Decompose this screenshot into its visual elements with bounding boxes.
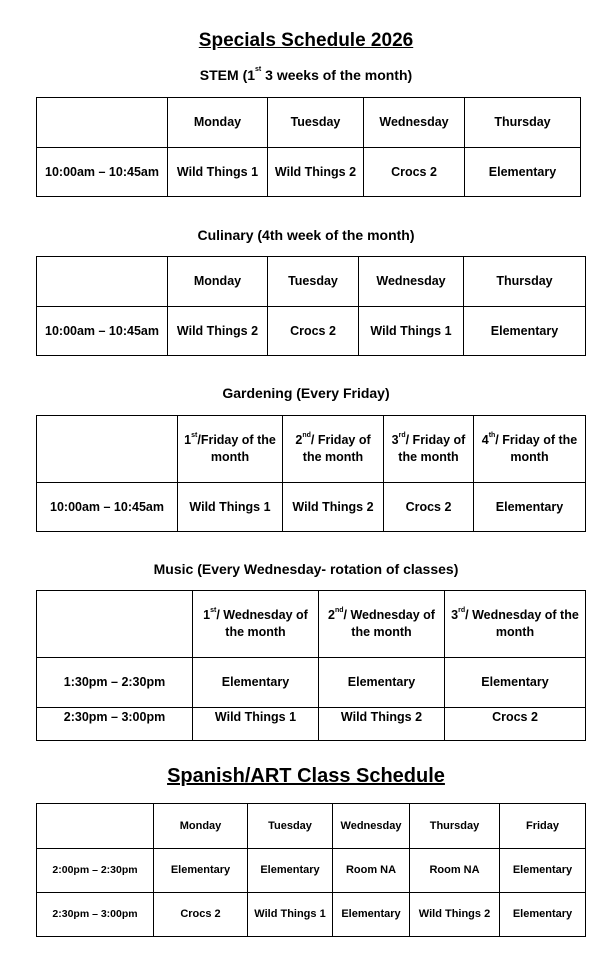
ordinal-suffix: st [191,432,198,440]
table-row [37,893,586,937]
table-cell: Wild Things 2 [319,708,445,741]
table-cell: Elementary [319,658,445,708]
table-row [37,708,586,741]
table-header-cell [384,416,474,483]
table-header-cell: Thursday [410,804,500,849]
ordinal-number: 3 [391,433,399,448]
ordinal-suffix: st [210,607,217,615]
column-label: / Wednesday of the month [216,608,308,639]
table-cell: Wild Things 1 [178,483,283,532]
time-cell: 2:30pm – 3:00pm [37,708,193,741]
ordinal-number: 4 [481,433,489,448]
table-cell: Wild Things 1 [248,893,333,937]
column-label: / Friday of the month [398,433,466,464]
table-cell: Elementary [333,893,410,937]
table-header-row [37,804,586,849]
stem-heading-post: 3 weeks of the month) [261,67,413,83]
table-header-cell: Wednesday [364,98,465,148]
ordinal-suffix: th [488,432,496,440]
table-header-cell: Tuesday [268,98,364,148]
column-label: /Friday of the month [197,433,276,464]
culinary-table [36,256,586,356]
ordinal-number: 1 [184,433,192,448]
table-cell: Elementary [154,849,248,893]
table-header-cell: Monday [154,804,248,849]
table-cell: Room NA [410,849,500,893]
table-row [37,483,586,532]
table-header-cell: Friday [500,804,586,849]
stem-table [36,97,581,197]
table-header-cell: Monday [168,98,268,148]
table-corner-cell [37,591,193,658]
table-header-cell [193,591,319,658]
column-label: / Wednesday of the month [343,608,435,639]
table-header-cell [319,591,445,658]
ordinal-number: 3 [451,608,459,623]
gardening-table [36,415,586,532]
table-header-row [37,98,581,148]
table-cell: Elementary [465,148,581,197]
table-row [37,658,586,708]
spanish-art-title: Spanish/ART Class Schedule [167,765,445,787]
table-header-row [37,257,586,307]
music-table [36,590,586,741]
page-title: Specials Schedule 2026 [198,30,414,51]
culinary-heading: Culinary (4th week of the month) [197,227,415,243]
ordinal-number: 2 [328,608,335,623]
ordinal-suffix: nd [334,607,344,615]
table-cell: Elementary [193,658,319,708]
table-cell: Wild Things 1 [193,708,319,741]
table-cell: Crocs 2 [268,307,359,356]
time-cell: 10:00am – 10:45am [37,148,168,197]
table-cell: Wild Things 2 [268,148,364,197]
table-corner-cell [37,804,154,849]
table-header-row [37,591,586,658]
table-header-cell: Monday [168,257,268,307]
spanish-art-table [36,803,586,937]
stem-heading-pre: STEM (1 [199,67,256,83]
table-cell: Wild Things 2 [283,483,384,532]
table-header-cell: Tuesday [268,257,359,307]
column-label: / Friday of the month [495,433,578,464]
table-header-row [37,416,586,483]
table-row [37,148,581,197]
ordinal-suffix: rd [398,432,406,440]
table-corner-cell [37,257,168,307]
table-cell: Elementary [445,658,586,708]
table-header-cell [283,416,384,483]
column-label: / Wednesday of the month [465,608,579,639]
table-cell: Wild Things 1 [359,307,464,356]
column-label: / Friday of the month [302,433,371,464]
time-cell: 1:30pm – 2:30pm [37,658,193,708]
time-cell: 10:00am – 10:45am [37,483,178,532]
table-cell: Elementary [464,307,586,356]
table-header-cell [474,416,586,483]
table-row [37,307,586,356]
table-header-cell: Wednesday [359,257,464,307]
table-cell: Room NA [333,849,410,893]
music-heading: Music (Every Wednesday- rotation of classes) [153,561,459,577]
gardening-heading: Gardening (Every Friday) [222,385,390,401]
ordinal-number: 2 [295,433,303,448]
ordinal-suffix: nd [302,432,311,440]
time-cell: 2:00pm – 2:30pm [37,849,154,893]
stem-heading-sup: st [255,66,262,73]
table-cell: Elementary [474,483,586,532]
table-cell: Elementary [248,849,333,893]
table-cell: Wild Things 2 [410,893,500,937]
table-cell: Crocs 2 [364,148,465,197]
table-cell: Wild Things 1 [168,148,268,197]
table-header-cell [445,591,586,658]
table-header-cell: Tuesday [248,804,333,849]
table-corner-cell [37,98,168,148]
table-cell: Crocs 2 [445,708,586,741]
table-cell: Wild Things 2 [168,307,268,356]
time-cell: 10:00am – 10:45am [37,307,168,356]
table-header-cell: Thursday [464,257,586,307]
table-row [37,849,586,893]
table-header-cell: Wednesday [333,804,410,849]
ordinal-suffix: rd [458,607,466,615]
table-header-cell [178,416,283,483]
table-cell: Elementary [500,849,586,893]
time-cell: 2:30pm – 3:00pm [37,893,154,937]
ordinal-number: 1 [203,608,211,623]
table-header-cell: Thursday [465,98,581,148]
table-cell: Elementary [500,893,586,937]
table-cell: Crocs 2 [384,483,474,532]
table-cell: Crocs 2 [154,893,248,937]
table-corner-cell [37,416,178,483]
stem-heading [0,67,612,83]
